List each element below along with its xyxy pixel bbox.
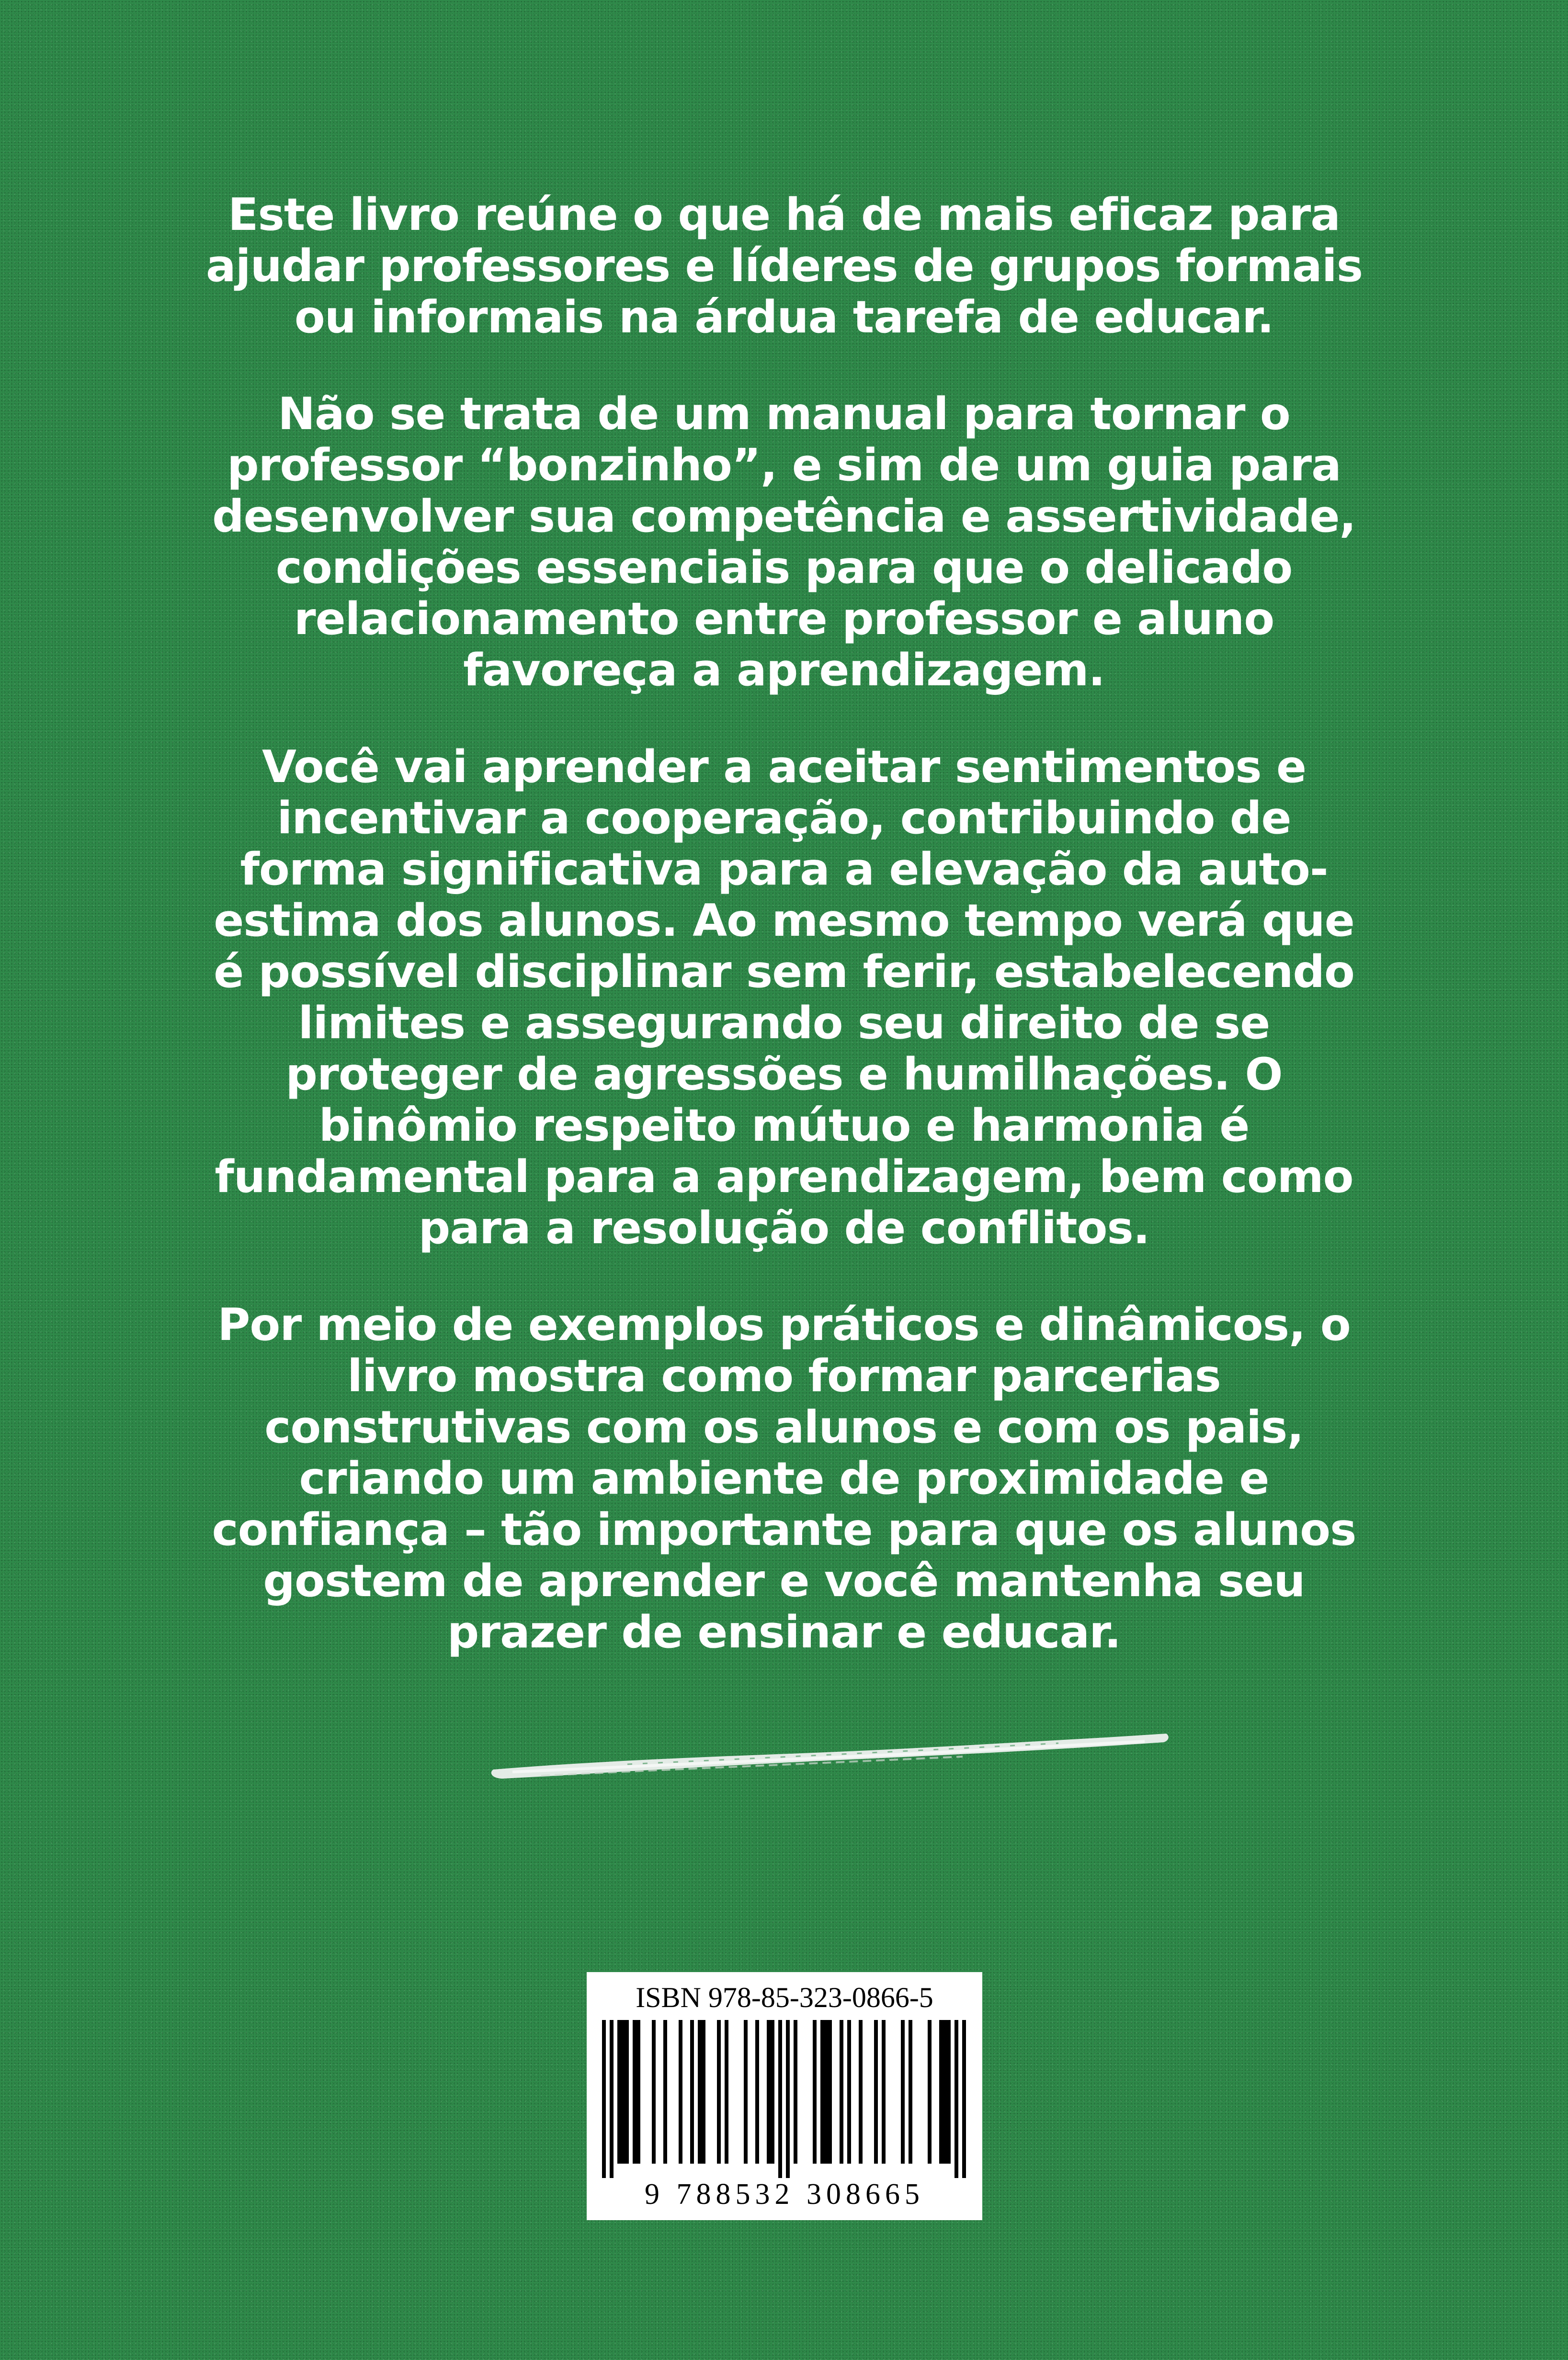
barcode-bar: [767, 2020, 774, 2164]
barcode-guard-bar: [786, 2020, 790, 2178]
barcode-bar: [909, 2020, 912, 2164]
barcode-bar: [882, 2020, 886, 2164]
blurb-line: para a resolução de conflitos.: [418, 1202, 1150, 1254]
barcode-bar: [663, 2020, 667, 2164]
blurb-line: estima dos alunos. Ao mesmo tempo verá que: [214, 895, 1354, 946]
barcode-bar: [725, 2020, 728, 2164]
barcode-bar: [698, 2020, 705, 2164]
isbn-label: ISBN 978-85-323-0866-5: [636, 1982, 933, 2013]
barcode-bar: [794, 2020, 797, 2164]
blurb-line: professor “bonzinho”, e sim de um guia para: [227, 439, 1341, 491]
barcode-bar: [859, 2020, 863, 2164]
blurb-line: ajudar professores e líderes de grupos formais: [206, 240, 1363, 292]
blurb-line: forma significativa para a elevação da auto-: [240, 843, 1328, 895]
blurb-line: fundamental para a aprendizagem, bem como: [215, 1151, 1353, 1203]
blurb-line: Não se trata de um manual para tornar o: [278, 388, 1290, 440]
barcode-bar: [939, 2020, 951, 2164]
blurb-line: é possível disciplinar sem ferir, estabelecendo: [214, 946, 1354, 998]
barcode-bars: [602, 2020, 966, 2178]
blurb-paragraph-2: [206, 388, 1362, 696]
barcode-bar: [820, 2020, 832, 2164]
barcode-bar: [633, 2020, 640, 2164]
barcode-bar: [652, 2020, 656, 2164]
blurb-paragraph-4: [206, 1299, 1362, 1658]
blurb-line: gostem de aprender e você mantenha seu: [263, 1555, 1305, 1607]
blurb-line: ou informais na árdua tarefa de educar.: [294, 291, 1274, 343]
barcode-bar: [690, 2020, 694, 2164]
barcode-bar: [617, 2020, 629, 2164]
blurb-line: criando um ambiente de proximidade e: [299, 1452, 1269, 1504]
barcode-bar: [874, 2020, 878, 2164]
blurb-line: confiança – tão importante para que os alunos: [212, 1504, 1356, 1555]
blurb-line: incentivar a cooperação, contribuindo de: [277, 792, 1291, 844]
barcode-guard-bar: [954, 2020, 958, 2178]
blurb-line: condições essenciais para que o delicado: [275, 542, 1293, 593]
barcode-bar: [717, 2020, 721, 2164]
barcode-bar: [928, 2020, 932, 2164]
blurb-paragraph-1: [206, 189, 1362, 343]
blurb-line: Você vai aprender a aceitar sentimentos e: [261, 741, 1307, 793]
chalk-stroke-shape: [491, 1734, 1169, 1779]
chalk-stroke-decoration: [484, 1724, 1173, 1786]
isbn-barcode: [587, 1972, 982, 2220]
blurb-line: Por meio de exemplos práticos e dinâmicos, o: [217, 1299, 1351, 1350]
blurb-line: favoreça a aprendizagem.: [463, 644, 1105, 696]
barcode-bar: [847, 2020, 851, 2164]
blurb-line: Este livro reúne o que há de mais eficaz para: [227, 189, 1340, 240]
barcode-bar: [755, 2020, 759, 2164]
barcode-bar: [840, 2020, 843, 2164]
barcode-bar: [901, 2020, 905, 2164]
blurb-line: construtivas com os alunos e com os pais,: [264, 1401, 1304, 1453]
blurb-line: binômio respeito mútuo e harmonia é: [318, 1100, 1250, 1151]
blurb-line: desenvolver sua competência e assertividade,: [212, 490, 1356, 542]
blurb-line: limites e assegurando seu direito de se: [298, 997, 1270, 1049]
blurb-line: livro mostra como formar parcerias: [347, 1350, 1221, 1402]
barcode-bar: [813, 2020, 817, 2164]
barcode-guard-bar: [778, 2020, 782, 2178]
blurb-line: proteger de agressões e humilhações. O: [285, 1048, 1283, 1100]
barcode-digits: 9 788532 308665: [645, 2178, 924, 2211]
barcode-guard-bar: [962, 2020, 966, 2178]
barcode-guard-bar: [610, 2020, 614, 2178]
blurb-line: relacionamento entre professor e aluno: [294, 593, 1274, 645]
barcode-bar: [744, 2020, 748, 2164]
blurb-paragraph-3: [206, 741, 1362, 1254]
blurb-text: [206, 189, 1362, 1658]
barcode-bar: [679, 2020, 682, 2164]
barcode-guard-bar: [602, 2020, 606, 2178]
blurb-line: prazer de ensinar e educar.: [447, 1606, 1121, 1658]
